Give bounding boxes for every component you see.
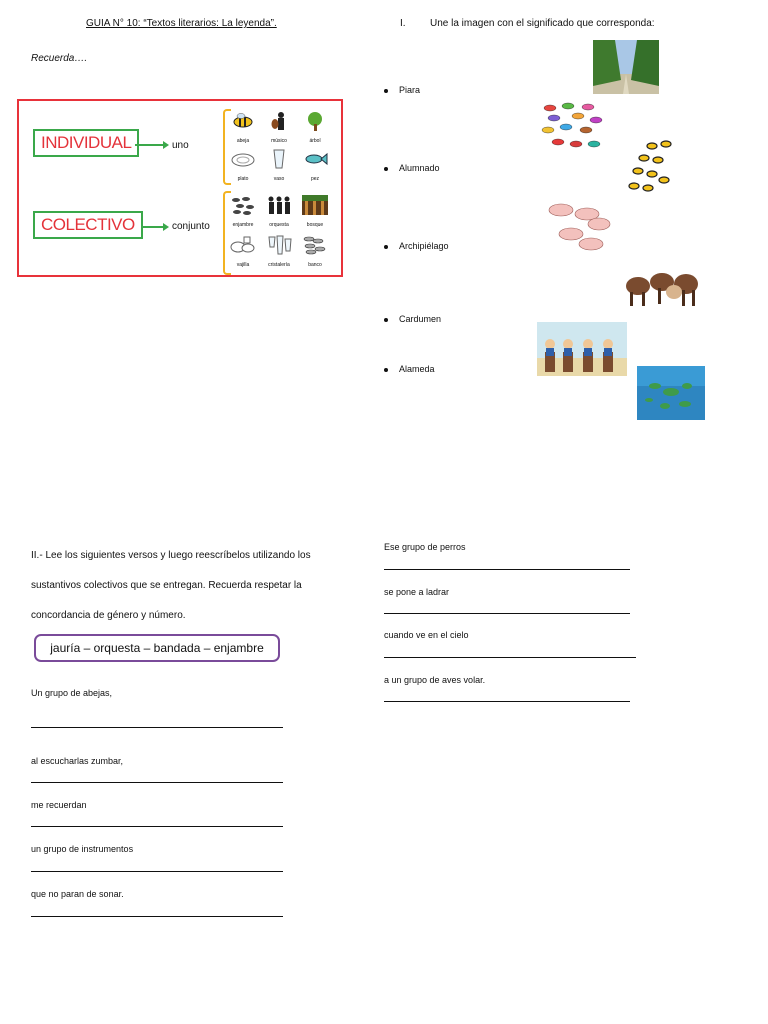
fish-icon: [302, 149, 328, 169]
verse-line: me recuerdan: [31, 800, 87, 810]
item-label: abeja: [236, 138, 250, 144]
answer-line[interactable]: [384, 701, 630, 702]
item-label: plato: [237, 176, 249, 182]
archipelago-image: [637, 366, 705, 420]
answer-line[interactable]: [384, 657, 636, 658]
verse-line: un grupo de instrumentos: [31, 844, 134, 854]
list-item-label: Cardumen: [399, 314, 442, 324]
verse-line: Ese grupo de perros: [384, 542, 466, 552]
individual-meaning: uno: [172, 140, 189, 151]
item-banco: [297, 235, 333, 268]
item-bosque: [297, 195, 333, 228]
item-vaso: [261, 149, 297, 182]
individual-tag: INDIVIDUAL: [33, 129, 139, 157]
item-label: orquesta: [269, 222, 289, 228]
item-label: vajilla: [236, 262, 250, 268]
glassware-icon: [266, 235, 292, 255]
guide-title: GUIA N° 10: “Textos literarios: La leyenda”.: [86, 18, 277, 29]
answer-line[interactable]: [384, 569, 630, 570]
dishes-icon: [230, 235, 256, 255]
pack-of-dogs-image: [622, 260, 702, 308]
list-item: [384, 163, 440, 173]
herd-of-pigs-image: [543, 200, 617, 258]
item-musico: [261, 111, 297, 144]
item-label: cristalería: [268, 262, 290, 268]
colectivo-tag: COLECTIVO: [33, 211, 143, 239]
arrow-icon: [141, 226, 163, 228]
section-number: I.: [400, 18, 406, 29]
list-item: [384, 364, 435, 374]
bullet-icon: [384, 245, 388, 249]
list-item-label: Alameda: [399, 364, 435, 374]
bee-icon: [230, 111, 256, 131]
bullet-icon: [384, 368, 388, 372]
section-two-instruction: II.- Lee los siguientes versos y luego reescríbelos utilizando los sustantivos colectivos que se entregan. Recuerda respetar la concordancia de género y número.: [31, 550, 311, 621]
forest-icon: [302, 195, 328, 215]
answer-line[interactable]: [31, 916, 283, 917]
recuerda-label: Recuerda….: [31, 53, 88, 64]
word-bank-box: jauría – orquesta – bandada – enjambre: [34, 634, 280, 662]
answer-line[interactable]: [384, 613, 630, 614]
item-vajilla: [225, 235, 261, 268]
tree-lined-avenue-image: [593, 40, 659, 94]
answer-line[interactable]: [31, 782, 283, 783]
verse-line: cuando ve en el cielo: [384, 630, 469, 640]
swarm-icon: [230, 195, 256, 215]
list-item: [384, 85, 420, 95]
list-item-label: Alumnado: [399, 163, 440, 173]
list-item-label: Archipiélago: [399, 241, 449, 251]
item-abeja: [225, 111, 261, 144]
students-classroom-image: [537, 322, 627, 376]
item-label: bosque: [306, 222, 324, 228]
answer-line[interactable]: [31, 871, 283, 872]
item-arbol: [297, 111, 333, 144]
verse-line: a un grupo de aves volar.: [384, 675, 486, 685]
bee-swarm-image: [626, 138, 678, 198]
verse-line: Un grupo de abejas,: [31, 688, 113, 698]
collective-nouns-infographic: [17, 99, 343, 277]
plate-icon: [230, 149, 256, 169]
item-label: vaso: [273, 176, 285, 182]
school-of-fish-image: [540, 100, 606, 154]
bullet-icon: [384, 89, 388, 93]
verse-line: se pone a ladrar: [384, 587, 450, 597]
school-of-fish-icon: [302, 235, 328, 255]
section-one-heading: [400, 18, 655, 29]
list-item-label: Piara: [399, 85, 421, 95]
section-instruction: Une la imagen con el significado que corresponda:: [430, 18, 655, 29]
item-label: banco: [308, 262, 322, 268]
glass-icon: [266, 149, 292, 169]
item-cristaleria: [261, 235, 297, 268]
item-label: músico: [271, 138, 287, 144]
tree-icon: [302, 111, 328, 131]
musician-icon: [266, 111, 292, 131]
bullet-icon: [384, 167, 388, 171]
item-label: árbol: [309, 138, 321, 144]
item-label: pez: [310, 176, 320, 182]
answer-line[interactable]: [31, 826, 283, 827]
bullet-icon: [384, 318, 388, 322]
colectivo-meaning: conjunto: [172, 221, 210, 232]
verse-line: que no paran de sonar.: [31, 889, 124, 899]
item-label: enjambre: [232, 222, 254, 228]
list-item: [384, 314, 441, 324]
list-item: [384, 241, 449, 251]
item-enjambre: [225, 195, 261, 228]
verse-line: al escucharlas zumbar,: [31, 756, 124, 766]
item-plato: [225, 149, 261, 182]
orchestra-icon: [266, 195, 292, 215]
item-orquesta: [261, 195, 297, 228]
answer-line[interactable]: [31, 727, 283, 728]
item-pez: [297, 149, 333, 182]
arrow-icon: [135, 144, 163, 146]
